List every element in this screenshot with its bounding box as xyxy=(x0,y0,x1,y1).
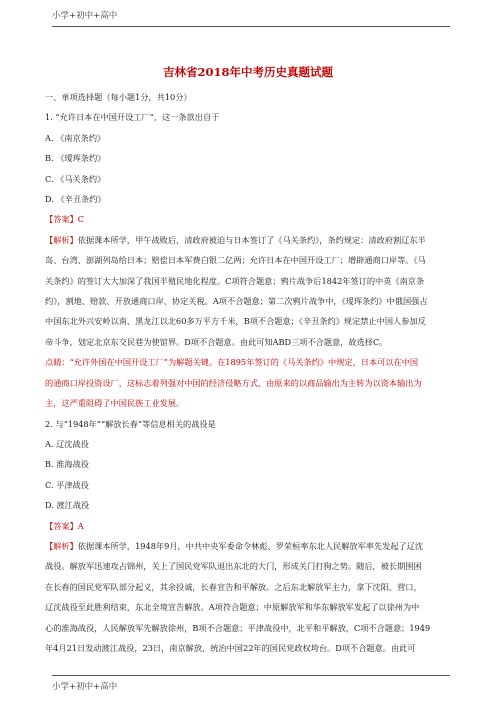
analysis-tag: 【解析】 xyxy=(45,540,78,551)
question-1-comment-line: 主，这严重阻碍了中国民族工业发展。 xyxy=(45,398,185,409)
question-1-analysis-line: 岛、台湾、澎湖列岛给日本；赔偿日本军费白银二亿两；允许日本在中国开设工厂；增辟通商口岸等。《马 xyxy=(45,255,426,266)
footer-divider xyxy=(52,675,450,676)
question-2-analysis-line: 战役。解放军迅速攻占锦州，关上了国民党军队退出东北的大门，形成关门打狗之势。随后，被长期围困 xyxy=(45,561,422,572)
question-2-analysis-line: 心的淮海战役，人民解放军先解放徐州，B项不合题意；平津战役中，北平和平解放，C项不合题意；1949 xyxy=(45,622,431,633)
question-2-analysis-line xyxy=(45,536,455,556)
question-1-analysis-line xyxy=(45,230,455,250)
analysis-text: 依据课本所学，1948年9月，中共中央军委命令林彪、罗荣桓率东北人民解放军率先发起了辽沈 xyxy=(77,540,424,551)
question-1-option-a: A. 《南京条约》 xyxy=(45,132,106,143)
question-2-option-b: B. 淮海战役 xyxy=(45,459,89,470)
question-2-analysis-line: 在长春的国民党军队部分起义，其余投诚，长春宣告和平解放。之后东北解放军主力，拿下沈阳、营口， xyxy=(45,581,422,592)
page-footer: 小学+初中+高中 xyxy=(52,682,118,692)
question-1-stem: 1. “允许日本在中国开设工厂”，这一条款出自于 xyxy=(45,112,220,123)
question-1-analysis-line: 帝斗争，划定北京东交民巷为使馆界。D项不合题意。由此可知ABD三项不合题意，故选择C。 xyxy=(45,336,388,347)
analysis-tag: 【解析】 xyxy=(45,234,78,245)
page-title: 吉林省2018年中考历史真题试题 xyxy=(162,65,333,79)
question-2-stem: 2. 与“1948年”“解放长春”等信息相关的战役是 xyxy=(45,418,216,429)
header-divider xyxy=(52,26,450,27)
question-1-option-c: C. 《马关条约》 xyxy=(45,173,106,184)
analysis-text: 依据课本所学，甲午战败后，清政府被迫与日本签订了《马关条约》，条约规定：清政府割辽东半 xyxy=(77,234,426,245)
document-body xyxy=(45,87,455,658)
question-1-analysis-line: 关条约》的签订大大加深了我国半殖民地化程度。C项符合题意；鸦片战争后1842年签订的中英《南京条 xyxy=(45,275,425,286)
page-header: 小学+初中+高中 xyxy=(52,11,118,21)
question-1-comment-line: 点睛：“允许外国在中国开设工厂”为解题关键。在1895年签订的《马关条约》中规定，日本可以在中国 xyxy=(45,357,419,368)
question-1-analysis-line: 中国东北外兴安岭以南、黑龙江以北60多万平方千米，B项不合题意；《辛丑条约》规定禁止中国人参加反 xyxy=(45,316,426,327)
question-2-option-c: C. 平津战役 xyxy=(45,479,89,490)
question-1-analysis-line: 约》，割地、赔款、开放通商口岸、协定关税。A项不合题意；第二次鸦片战争中，《瑷珲条约》中俄国强占 xyxy=(45,296,428,307)
question-2-analysis-line: 辽沈战役至此胜利结束，东北全境宣告解放。A项符合题意；中原解放军和华东解放军发起了以徐州为中 xyxy=(45,602,420,613)
question-1-option-d: D. 《辛丑条约》 xyxy=(45,194,106,205)
question-2-analysis-line: 年4月21日发动渡江战役，23日，南京解放，统治中国22年的国民党政权垮台。D项不合题意。由此可 xyxy=(45,642,416,653)
section-heading: 一、单项选择题（每小题1分，共10分） xyxy=(45,92,192,102)
question-2-answer: 【答案】A xyxy=(45,520,84,531)
question-2-option-d: D. 渡江战役 xyxy=(45,500,90,511)
question-1-comment-line: 的通商口岸投资设厂，这标志着列强对中国的经济侵略方式，由原来的以商品输出为主转为以资本输出为 xyxy=(45,377,422,388)
question-2-option-a: A. 辽沈战役 xyxy=(45,438,89,449)
question-1-answer: 【答案】C xyxy=(45,214,85,225)
question-1-option-b: B. 《瑷珲条约》 xyxy=(45,153,106,164)
